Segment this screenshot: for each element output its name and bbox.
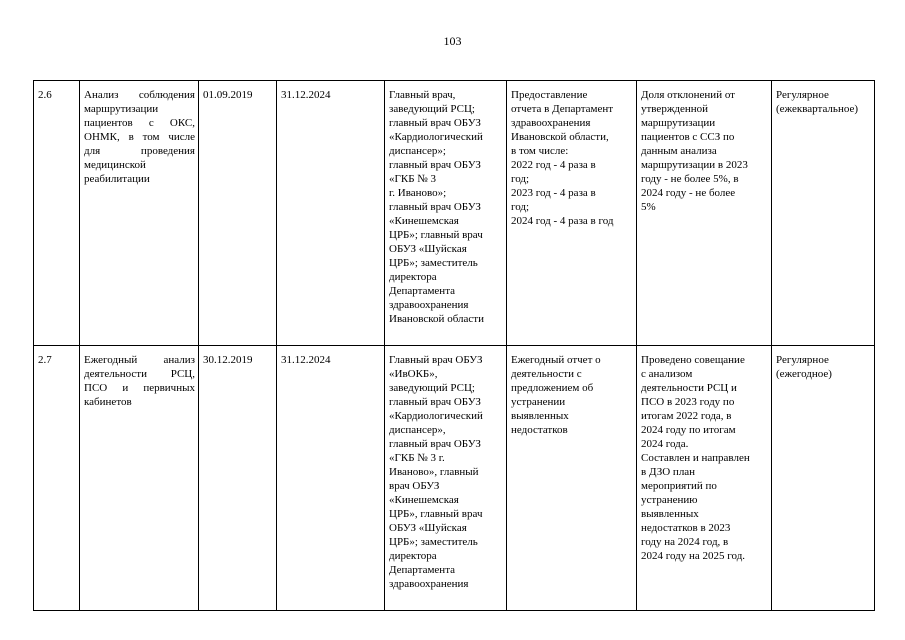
cell-line: выявленных xyxy=(511,410,569,422)
cell-line: Главный врач, xyxy=(389,89,456,101)
page-number: 103 xyxy=(443,34,462,48)
cell-line: Департамента xyxy=(389,285,456,297)
cell-line: «Кинешемская xyxy=(389,494,459,506)
end-date-cell: 31.12.2024 xyxy=(277,346,385,611)
activity-cell: Анализ соблюдения маршрутизации пациентов с ОКС, ОНМК, в том числе для проведения медицинской реабилитации xyxy=(80,81,199,346)
cell-line: «Кардиологический xyxy=(389,131,483,143)
cell-line: маршрутизации xyxy=(641,117,716,129)
cell-line: ОБУЗ «Шуйская xyxy=(389,243,467,255)
cell-line: 2024 год - 4 раза в год xyxy=(511,215,614,227)
cell-line: «Кардиологический xyxy=(389,410,483,422)
cell-line: маршрутизации в 2023 xyxy=(641,159,748,171)
row-number: 2.6 xyxy=(34,81,80,346)
table-row xyxy=(34,81,875,346)
cell-line: Ивановской области xyxy=(389,313,484,325)
cell-line: «ГКБ № 3 г. xyxy=(389,452,445,464)
cell-line: главный врач ОБУЗ xyxy=(389,117,481,129)
row-number: 2.7 xyxy=(34,346,80,611)
cell-line: здравоохранения xyxy=(389,299,469,311)
cell-line: Регулярное xyxy=(776,354,829,366)
cell-line: «ИвОКБ», xyxy=(389,368,438,380)
cell-line: директора xyxy=(389,271,437,283)
cell-line: директора xyxy=(389,550,437,562)
cell-line: Ивановской области, xyxy=(511,131,609,143)
indicator-cell xyxy=(637,346,772,611)
cell-line: ЦРБ»; главный врач xyxy=(389,229,483,241)
cell-line: 5% xyxy=(641,201,656,213)
cell-line: Доля отклонений от xyxy=(641,89,735,101)
cell-line: 2023 год - 4 раза в xyxy=(511,187,596,199)
cell-line: 2024 году - не более xyxy=(641,187,736,199)
cell-line: 2024 года. xyxy=(641,438,689,450)
cell-line: главный врач ОБУЗ xyxy=(389,201,481,213)
frequency-cell xyxy=(772,81,875,346)
cell-line: данным анализа xyxy=(641,145,717,157)
cell-line: деятельности с xyxy=(511,368,582,380)
cell-line: главный врач ОБУЗ xyxy=(389,159,481,171)
activity-cell: Ежегодный анализ деятельности РСЦ, ПСО и первичных кабинетов xyxy=(80,346,199,611)
cell-line: Составлен и направлен xyxy=(641,452,750,464)
cell-line: здравоохранения xyxy=(511,117,591,129)
start-date-cell: 30.12.2019 xyxy=(199,346,277,611)
responsible-cell xyxy=(385,346,507,611)
cell-line: 2022 год - 4 раза в xyxy=(511,159,596,171)
cell-line: устранению xyxy=(641,494,698,506)
cell-line: с анализом xyxy=(641,368,693,380)
cell-line: пациентов с ССЗ по xyxy=(641,131,735,143)
cell-line: Предоставление xyxy=(511,89,588,101)
cell-line: год; xyxy=(511,173,530,185)
cell-line: Департамента xyxy=(389,564,456,576)
cell-line: Главный врач ОБУЗ xyxy=(389,354,483,366)
cell-line: ПСО в 2023 году по xyxy=(641,396,735,408)
cell-line: врач ОБУЗ xyxy=(389,480,440,492)
frequency-cell xyxy=(772,346,875,611)
cell-line: «Кинешемская xyxy=(389,215,459,227)
cell-line: диспансер», xyxy=(389,424,446,436)
cell-line: ОБУЗ «Шуйская xyxy=(389,522,467,534)
cell-line: деятельности РСЦ и xyxy=(641,382,737,394)
cell-line: Ежегодный отчет о xyxy=(511,354,601,366)
cell-line: выявленных xyxy=(641,508,699,520)
start-date-cell: 01.09.2019 xyxy=(199,81,277,346)
cell-line: ЦРБ»; заместитель xyxy=(389,536,478,548)
cell-line: (ежегодное) xyxy=(776,368,832,380)
indicator-cell xyxy=(637,81,772,346)
cell-line: Проведено совещание xyxy=(641,354,745,366)
cell-line: году - не более 5%, в xyxy=(641,173,739,185)
cell-line: устранении xyxy=(511,396,566,408)
cell-line: год; xyxy=(511,201,530,213)
result-cell xyxy=(507,81,637,346)
cell-line: Регулярное xyxy=(776,89,829,101)
cell-line: в ДЗО план xyxy=(641,466,696,478)
cell-line: предложением об xyxy=(511,382,594,394)
cell-line: (ежеквартальное) xyxy=(776,103,859,115)
cell-line: ЦРБ», главный врач xyxy=(389,508,483,520)
cell-line: в том числе: xyxy=(511,145,569,157)
cell-line: году на 2024 год, в xyxy=(641,536,729,548)
cell-line: главный врач ОБУЗ xyxy=(389,438,481,450)
cell-line: недостатков в 2023 xyxy=(641,522,731,534)
cell-line: здравоохранения xyxy=(389,578,469,590)
cell-line: 2024 году на 2025 год. xyxy=(641,550,746,562)
cell-line: заведующий РСЦ; xyxy=(389,382,475,394)
cell-line: мероприятий по xyxy=(641,480,717,492)
cell-line: итогам 2022 года, в xyxy=(641,410,732,422)
cell-line: недостатков xyxy=(511,424,568,436)
cell-line: диспансер»; xyxy=(389,145,446,157)
cell-line: главный врач ОБУЗ xyxy=(389,396,481,408)
activities-table xyxy=(33,80,875,611)
responsible-cell xyxy=(385,81,507,346)
end-date-cell: 31.12.2024 xyxy=(277,81,385,346)
result-cell xyxy=(507,346,637,611)
cell-line: ЦРБ»; заместитель xyxy=(389,257,478,269)
cell-line: «ГКБ № 3 xyxy=(389,173,437,185)
table-row xyxy=(34,346,875,611)
cell-line: заведующий РСЦ; xyxy=(389,103,475,115)
cell-line: отчета в Департамент xyxy=(511,103,614,115)
cell-line: 2024 году по итогам xyxy=(641,424,736,436)
cell-line: г. Иваново»; xyxy=(389,187,447,199)
cell-line: утвержденной xyxy=(641,103,709,115)
cell-line: Иваново», главный xyxy=(389,466,479,478)
